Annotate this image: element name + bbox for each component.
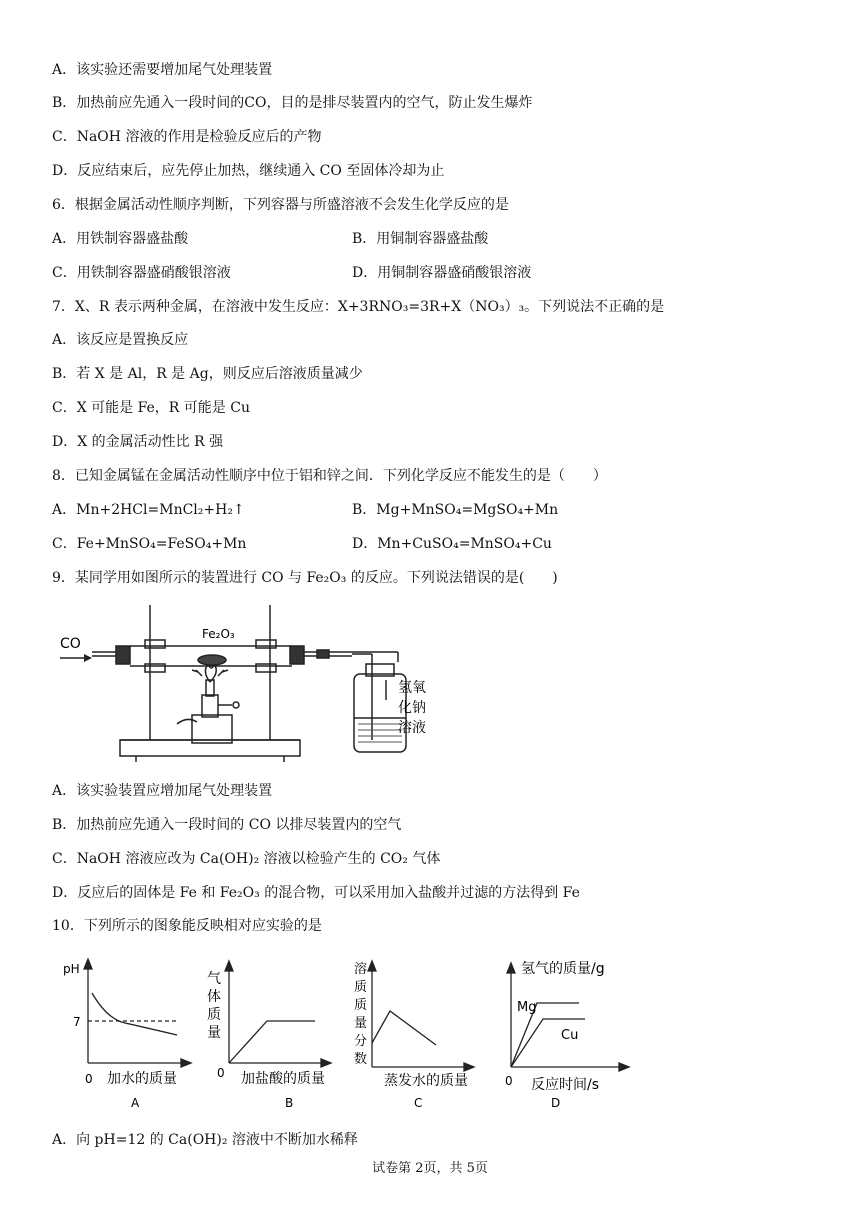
- q6-option-b: B．用铜制容器盛盐酸: [352, 231, 489, 247]
- q10-option-a: A．向 pH=12 的 Ca(OH)₂ 溶液中不断加水稀释: [52, 1132, 358, 1148]
- q10-stem: 10．下列所示的图象能反映相对应实验的是: [52, 918, 322, 934]
- q6-stem: 6．根据金属活动性顺序判断，下列容器与所盛溶液不会发生化学反应的是: [52, 197, 509, 213]
- q6-option-c: C．用铁制容器盛硝酸银溶液: [52, 265, 231, 281]
- q7-option-a: A．该反应是置换反应: [52, 332, 189, 348]
- graph-c-ylabel-1: 质: [354, 980, 368, 995]
- fe2o3-label: Fe₂O₃: [202, 627, 235, 641]
- q9-option-c: C．NaOH 溶液应改为 Ca(OH)₂ 溶液以检验产生的 CO₂ 气体: [52, 851, 441, 867]
- graph-b-ylabel-3: 量: [207, 1025, 221, 1041]
- graph-d-mg-label: Mg: [517, 1000, 537, 1015]
- graph-a-ref: 7: [73, 1015, 81, 1029]
- q7-stem: 7．X、R 表示两种金属，在溶液中发生反应：X+3RNO₃=3R+X（NO₃）₃。下列说法不正确的是: [52, 299, 665, 315]
- q8-stem: 8．已知金属锰在金属活动性顺序中位于铝和锌之间．下列化学反应不能发生的是（ ）: [52, 468, 607, 484]
- q8-option-a: A．Mn+2HCl=MnCl₂+H₂↑: [52, 502, 245, 518]
- graph-d-letter: D: [551, 1096, 561, 1110]
- q6-option-a: A．用铁制容器盛盐酸: [52, 231, 189, 247]
- graph-c-ylabel-3: 量: [354, 1016, 368, 1031]
- graph-c-ylabel-2: 质: [354, 998, 368, 1013]
- graph-c-ylabel-5: 数: [354, 1052, 368, 1067]
- q5-option-d: D．反应结束后，应先停止加热，继续通入 CO 至固体冷却为止: [52, 163, 445, 179]
- graph-d-origin: 0: [505, 1074, 513, 1088]
- graph-c-ylabel-0: 溶: [354, 962, 368, 977]
- q8-option-c: C．Fe+MnSO₄=FeSO₄+Mn: [52, 536, 247, 552]
- graph-c-ylabel-4: 分: [354, 1034, 368, 1049]
- q8-option-d: D．Mn+CuSO₄=MnSO₄+Cu: [352, 536, 552, 552]
- co-label: CO: [60, 636, 81, 652]
- graph-b-ylabel-2: 质: [207, 1007, 221, 1023]
- graph-b-origin: 0: [217, 1066, 225, 1080]
- q5-option-a: A．该实验还需要增加尾气处理装置: [52, 62, 273, 78]
- q9-option-d: D．反应后的固体是 Fe 和 Fe₂O₃ 的混合物，可以采用加入盐酸并过滤的方法得到 Fe: [52, 885, 580, 901]
- graph-a-letter: A: [131, 1096, 140, 1110]
- q9-option-a: A．该实验装置应增加尾气处理装置: [52, 783, 273, 799]
- graph-c: [350, 955, 490, 1115]
- graph-b-xlabel: 加盐酸的质量: [241, 1071, 325, 1087]
- q7-option-b: B．若 X 是 Al，R 是 Ag，则反应后溶液质量减少: [52, 366, 363, 382]
- graph-d-cu-label: Cu: [561, 1028, 579, 1043]
- naoh-label-1: 氢氧: [398, 680, 426, 696]
- co-fe2o3-apparatus-figure: [52, 600, 452, 765]
- naoh-label-2: 化钠: [398, 700, 426, 716]
- graph-c-xlabel: 蒸发水的质量: [384, 1073, 468, 1089]
- q7-option-c: C．X 可能是 Fe，R 可能是 Cu: [52, 400, 250, 416]
- graph-a: [55, 955, 200, 1115]
- graph-a-ylabel: pH: [63, 962, 80, 976]
- q5-option-b: B．加热前应先通入一段时间的CO，目的是排尽装置内的空气，防止发生爆炸: [52, 95, 533, 111]
- q8-option-b: B．Mg+MnSO₄=MgSO₄+Mn: [352, 502, 559, 518]
- graph-b: [205, 955, 350, 1115]
- q5-option-c: C．NaOH 溶液的作用是检验反应后的产物: [52, 129, 322, 145]
- q7-option-d: D．X 的金属活动性比 R 强: [52, 434, 224, 450]
- q9-stem: 9．某同学用如图所示的装置进行 CO 与 Fe₂O₃ 的反应。下列说法错误的是( ): [52, 570, 558, 586]
- naoh-label-3: 溶液: [398, 720, 426, 736]
- page-footer: 试卷第 2页，共 5页: [372, 1161, 488, 1176]
- graph-a-xlabel: 加水的质量: [107, 1071, 177, 1087]
- graph-b-letter: B: [285, 1096, 294, 1110]
- graph-a-origin: 0: [85, 1072, 93, 1086]
- q9-option-b: B．加热前应先通入一段时间的 CO 以排尽装置内的空气: [52, 817, 402, 833]
- graph-b-ylabel-0: 气: [207, 971, 221, 987]
- graph-b-ylabel-1: 体: [207, 989, 221, 1005]
- graph-d-ylabel: 氢气的质量/g: [521, 961, 605, 977]
- q6-option-d: D．用铜制容器盛硝酸银溶液: [352, 265, 532, 281]
- graph-c-letter: C: [414, 1096, 423, 1110]
- graph-d-xlabel: 反应时间/s: [531, 1077, 600, 1093]
- graph-d: [495, 955, 655, 1115]
